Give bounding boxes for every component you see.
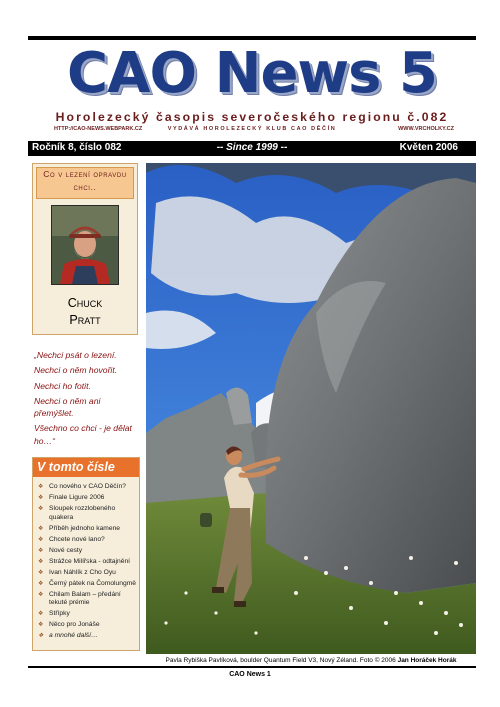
portrait-photo	[51, 205, 119, 285]
bullet-icon: ❖	[38, 622, 44, 629]
photo-author: Jan Horáček Horák	[397, 657, 457, 664]
quote-line: „Nechci psát o lezení.	[34, 350, 117, 360]
quote-line: Nechci o něm hovořit.	[34, 365, 118, 376]
profile-name: Chuck Pratt	[67, 296, 103, 327]
bullet-icon: ❖	[38, 547, 44, 554]
toc-item[interactable]: ❖ Ivan Náhlík z Cho Oyu	[38, 568, 116, 576]
bullet-icon: ❖	[38, 505, 44, 512]
quote-line: Nechci o něm ani přemýšlet.	[34, 395, 101, 419]
bullet-icon: ❖	[38, 536, 44, 543]
toc-item[interactable]: ❖ Černý pátek na Čomolungmě	[38, 579, 136, 587]
profile-box	[32, 163, 138, 335]
bullet-icon: ❖	[38, 558, 44, 565]
toc-item[interactable]: ❖ Chcete nové lano?	[38, 535, 105, 543]
cover-photo	[146, 163, 476, 654]
bullet-icon: ❖	[38, 494, 44, 501]
table-of-contents	[32, 457, 140, 651]
magazine-logo: CAO News 5	[67, 41, 437, 106]
toc-item[interactable]: ❖ Střípky	[38, 610, 70, 618]
toc-item[interactable]: ❖ Chilam Balam – předání tekuté prémie	[38, 590, 121, 607]
masthead	[28, 42, 476, 136]
toc-item[interactable]: ❖ Nové cesty	[38, 546, 83, 554]
toc-item[interactable]: ❖ Sloupek rozzlobeného quakera	[38, 504, 116, 521]
bullet-icon: ❖	[38, 633, 44, 640]
website-link-right[interactable]: WWW.VRCHOLKY.CZ	[398, 126, 454, 132]
toc-item[interactable]: ❖ Finale Ligure 2006	[38, 493, 105, 501]
bullet-icon: ❖	[38, 591, 44, 598]
publisher-line: VYDÁVÁ HOROLEZECKÝ KLUB CAO DĚČÍN	[167, 126, 337, 132]
bottom-rule	[28, 666, 476, 668]
toc-list	[33, 483, 139, 641]
bullet-icon: ❖	[38, 484, 44, 490]
issue-number: Ročník 8, číslo 082	[32, 142, 122, 153]
profile-heading: Co v lezení opravdu chci..	[36, 167, 134, 199]
quote-line: Všechno co chci - je dělat ho…“	[34, 423, 132, 446]
quote-line: Nechci ho fotit.	[34, 380, 91, 391]
website-link-left[interactable]: HTTP://CAO-NEWS.WEBPARK.CZ	[54, 126, 143, 132]
top-rule	[28, 36, 476, 40]
photo-caption: Pavla Rybiška Pavlíková, boulder Quantum Field V3, Nový Zéland. Foto © 2006 Jan Horáček Horák	[165, 657, 457, 664]
bullet-icon: ❖	[38, 569, 44, 576]
bullet-icon: ❖	[38, 525, 44, 532]
bullet-icon: ❖	[38, 580, 44, 587]
page-footer: CAO News 1	[229, 671, 271, 678]
issue-date: Květen 2006	[399, 142, 458, 153]
toc-item[interactable]: ❖ Strážce Milířska - odtajnění	[38, 557, 131, 565]
quote-block	[34, 349, 138, 450]
toc-heading: V tomto čísle	[33, 458, 139, 477]
toc-item[interactable]: ❖ Co nového v CAO Děčín?	[38, 483, 126, 490]
masthead-meta	[28, 126, 476, 136]
issue-info-bar	[28, 141, 476, 156]
toc-item[interactable]: ❖ Příběh jednoho kamene	[38, 524, 121, 532]
since-label: -- Since 1999 --	[216, 142, 288, 153]
magazine-subtitle: Horolezecký časopis severočeského regionu č.082	[55, 110, 449, 124]
bullet-icon: ❖	[38, 611, 44, 618]
toc-more: ❖ a mnohé další…	[38, 632, 98, 640]
toc-item[interactable]: ❖ Něco pro Jonáše	[38, 621, 100, 629]
